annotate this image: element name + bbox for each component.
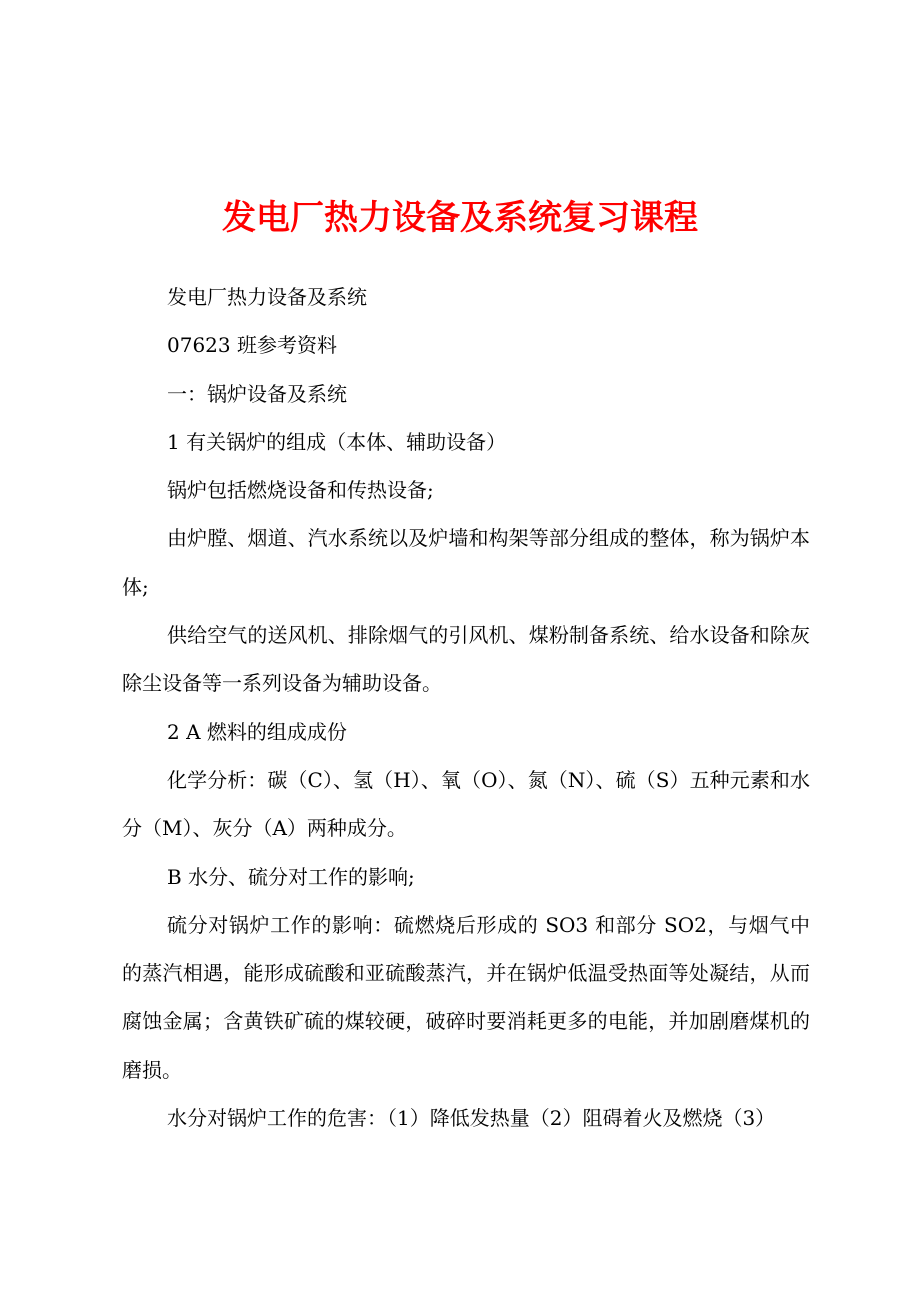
paragraph: 发电厂热力设备及系统 [167, 285, 367, 309]
document-title: 发电厂热力设备及系统复习课程 [222, 198, 698, 238]
paragraph: 化学分析：碳（C）、氢（H）、氧（O）、氮（N）、硫（S）五种元素和水分（M）、灰分（A）两种成分。 [122, 767, 810, 841]
paragraph: 1 有关锅炉的组成（本体、辅助设备） [167, 429, 507, 454]
paragraph: 2 A 燃料的组成成份 [167, 719, 347, 744]
section-heading: 一：锅炉设备及系统 [167, 381, 347, 406]
paragraph: 水分对锅炉工作的危害：（1）降低发热量（2）阻碍着火及燃烧（3） [167, 1106, 776, 1131]
paragraph: 供给空气的送风机、排除烟气的引风机、煤粉制备系统、给水设备和除灰除尘设备等一系列设备为辅助设备。 [122, 623, 810, 696]
paragraph: B 水分、硫分对工作的影响; [167, 864, 415, 889]
paragraph: 锅炉包括燃烧设备和传热设备; [167, 478, 434, 503]
document-body [122, 273, 810, 1142]
paragraph: 由炉膛、烟道、汽水系统以及炉墙和构架等部分组成的整体，称为锅炉本体; [122, 526, 810, 599]
paragraph: 硫分对锅炉工作的影响：硫燃烧后形成的 SO3 和部分 SO2，与烟气中的蒸汽相遇，能形成硫酸和亚硫酸蒸汽，并在锅炉低温受热面等处凝结，从而腐蚀金属；含黄铁矿硫的煤较硬，破碎时要消耗更多的电能，并加剧磨煤机的磨损。 [122, 912, 810, 1082]
paragraph: 07623 班参考资料 [167, 333, 337, 358]
